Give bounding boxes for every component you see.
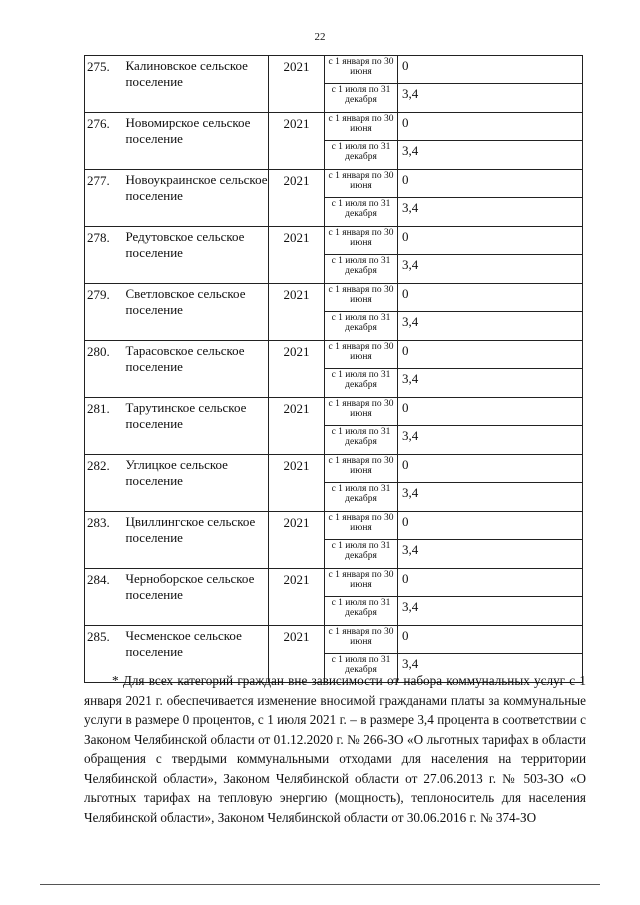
rate-second: 3,4 — [398, 426, 583, 455]
rate-first: 0 — [398, 170, 583, 198]
settlement-name: Черноборское сельское поселение — [123, 569, 269, 626]
rate-second: 3,4 — [398, 597, 583, 626]
settlement-name: Новоукраинское сельское поселение — [123, 170, 269, 227]
year-cell: 2021 — [269, 170, 325, 227]
table-row — [85, 626, 583, 654]
period-first: с 1 января по 30 июня — [325, 113, 398, 141]
period-first: с 1 января по 30 июня — [325, 56, 398, 84]
rate-second: 3,4 — [398, 84, 583, 113]
period-first: с 1 января по 30 июня — [325, 512, 398, 540]
year-cell: 2021 — [269, 626, 325, 683]
period-second: с 1 июля по 31 декабря — [325, 654, 398, 683]
settlement-name: Тарасовское сельское поселение — [123, 341, 269, 398]
table-row — [85, 227, 583, 255]
table-row — [85, 341, 583, 369]
rate-first: 0 — [398, 569, 583, 597]
row-number: 276. — [85, 113, 123, 170]
period-second: с 1 июля по 31 декабря — [325, 426, 398, 455]
period-first: с 1 января по 30 июня — [325, 170, 398, 198]
period-second: с 1 июля по 31 декабря — [325, 198, 398, 227]
rate-first: 0 — [398, 626, 583, 654]
rate-second: 3,4 — [398, 654, 583, 683]
row-number: 280. — [85, 341, 123, 398]
row-number: 279. — [85, 284, 123, 341]
row-number: 275. — [85, 56, 123, 113]
row-number: 278. — [85, 227, 123, 284]
year-cell: 2021 — [269, 227, 325, 284]
settlement-name: Калиновское сельское поселение — [123, 56, 269, 113]
period-second: с 1 июля по 31 декабря — [325, 483, 398, 512]
rate-first: 0 — [398, 512, 583, 540]
row-number: 277. — [85, 170, 123, 227]
year-cell: 2021 — [269, 341, 325, 398]
table-row — [85, 512, 583, 540]
year-cell: 2021 — [269, 512, 325, 569]
table-row — [85, 170, 583, 198]
footnote-text: * Для всех категорий граждан вне зависимости от набора коммунальных услуг с 1 января 2021 г. обеспечивается изменение вносимой гражданами платы за коммунальные услуги в размере 0 процентов, с 1 июля 2021 г. – в размере 3,4 процента в соответствии с Законом Челябинской области от 01.12.2020 г. № 266-ЗО «О льготных тарифах в области обращения с твердыми коммунальными отходами для населения на территории Челябинской области», Законом Челябинской области от 27.06.2013 г. № 503-ЗО «О льготных тарифах на тепловую энергию (мощность), теплоноситель для населения Челябинской области», Законом Челябинской области от 30.06.2016 г. № 374-ЗО — [84, 673, 586, 825]
rate-second: 3,4 — [398, 141, 583, 170]
period-first: с 1 января по 30 июня — [325, 569, 398, 597]
row-number: 284. — [85, 569, 123, 626]
table-row — [85, 455, 583, 483]
period-second: с 1 июля по 31 декабря — [325, 141, 398, 170]
settlement-name: Редутовское сельское поселение — [123, 227, 269, 284]
rate-first: 0 — [398, 398, 583, 426]
settlement-name: Чесменское сельское поселение — [123, 626, 269, 683]
year-cell: 2021 — [269, 113, 325, 170]
period-first: с 1 января по 30 июня — [325, 626, 398, 654]
rate-second: 3,4 — [398, 255, 583, 284]
period-second: с 1 июля по 31 декабря — [325, 597, 398, 626]
table-row — [85, 284, 583, 312]
row-number: 282. — [85, 455, 123, 512]
period-first: с 1 января по 30 июня — [325, 341, 398, 369]
period-first: с 1 января по 30 июня — [325, 284, 398, 312]
period-second: с 1 июля по 31 декабря — [325, 540, 398, 569]
rate-first: 0 — [398, 341, 583, 369]
year-cell: 2021 — [269, 398, 325, 455]
table-row — [85, 398, 583, 426]
rate-first: 0 — [398, 56, 583, 84]
rate-second: 3,4 — [398, 312, 583, 341]
rate-first: 0 — [398, 284, 583, 312]
settlement-name: Новомирское сельское поселение — [123, 113, 269, 170]
table-row — [85, 569, 583, 597]
table-body — [85, 56, 583, 683]
row-number: 283. — [85, 512, 123, 569]
year-cell: 2021 — [269, 56, 325, 113]
footnote — [84, 671, 586, 827]
rate-second: 3,4 — [398, 369, 583, 398]
rate-first: 0 — [398, 227, 583, 255]
period-second: с 1 июля по 31 декабря — [325, 312, 398, 341]
bottom-divider — [40, 884, 600, 885]
table-row — [85, 113, 583, 141]
year-cell: 2021 — [269, 455, 325, 512]
period-second: с 1 июля по 31 декабря — [325, 255, 398, 284]
year-cell: 2021 — [269, 569, 325, 626]
year-cell: 2021 — [269, 284, 325, 341]
period-first: с 1 января по 30 июня — [325, 227, 398, 255]
period-second: с 1 июля по 31 декабря — [325, 84, 398, 113]
rate-first: 0 — [398, 455, 583, 483]
row-number: 285. — [85, 626, 123, 683]
rate-first: 0 — [398, 113, 583, 141]
period-first: с 1 января по 30 июня — [325, 455, 398, 483]
table-row — [85, 56, 583, 84]
rate-second: 3,4 — [398, 483, 583, 512]
settlement-name: Углицкое сельское поселение — [123, 455, 269, 512]
rate-second: 3,4 — [398, 198, 583, 227]
settlement-name: Тарутинское сельское поселение — [123, 398, 269, 455]
page-number: 22 — [314, 31, 326, 43]
settlement-name: Цвиллингское сельское поселение — [123, 512, 269, 569]
period-second: с 1 июля по 31 декабря — [325, 369, 398, 398]
rate-second: 3,4 — [398, 540, 583, 569]
tariff-table — [84, 55, 583, 683]
settlement-name: Светловское сельское поселение — [123, 284, 269, 341]
row-number: 281. — [85, 398, 123, 455]
period-first: с 1 января по 30 июня — [325, 398, 398, 426]
